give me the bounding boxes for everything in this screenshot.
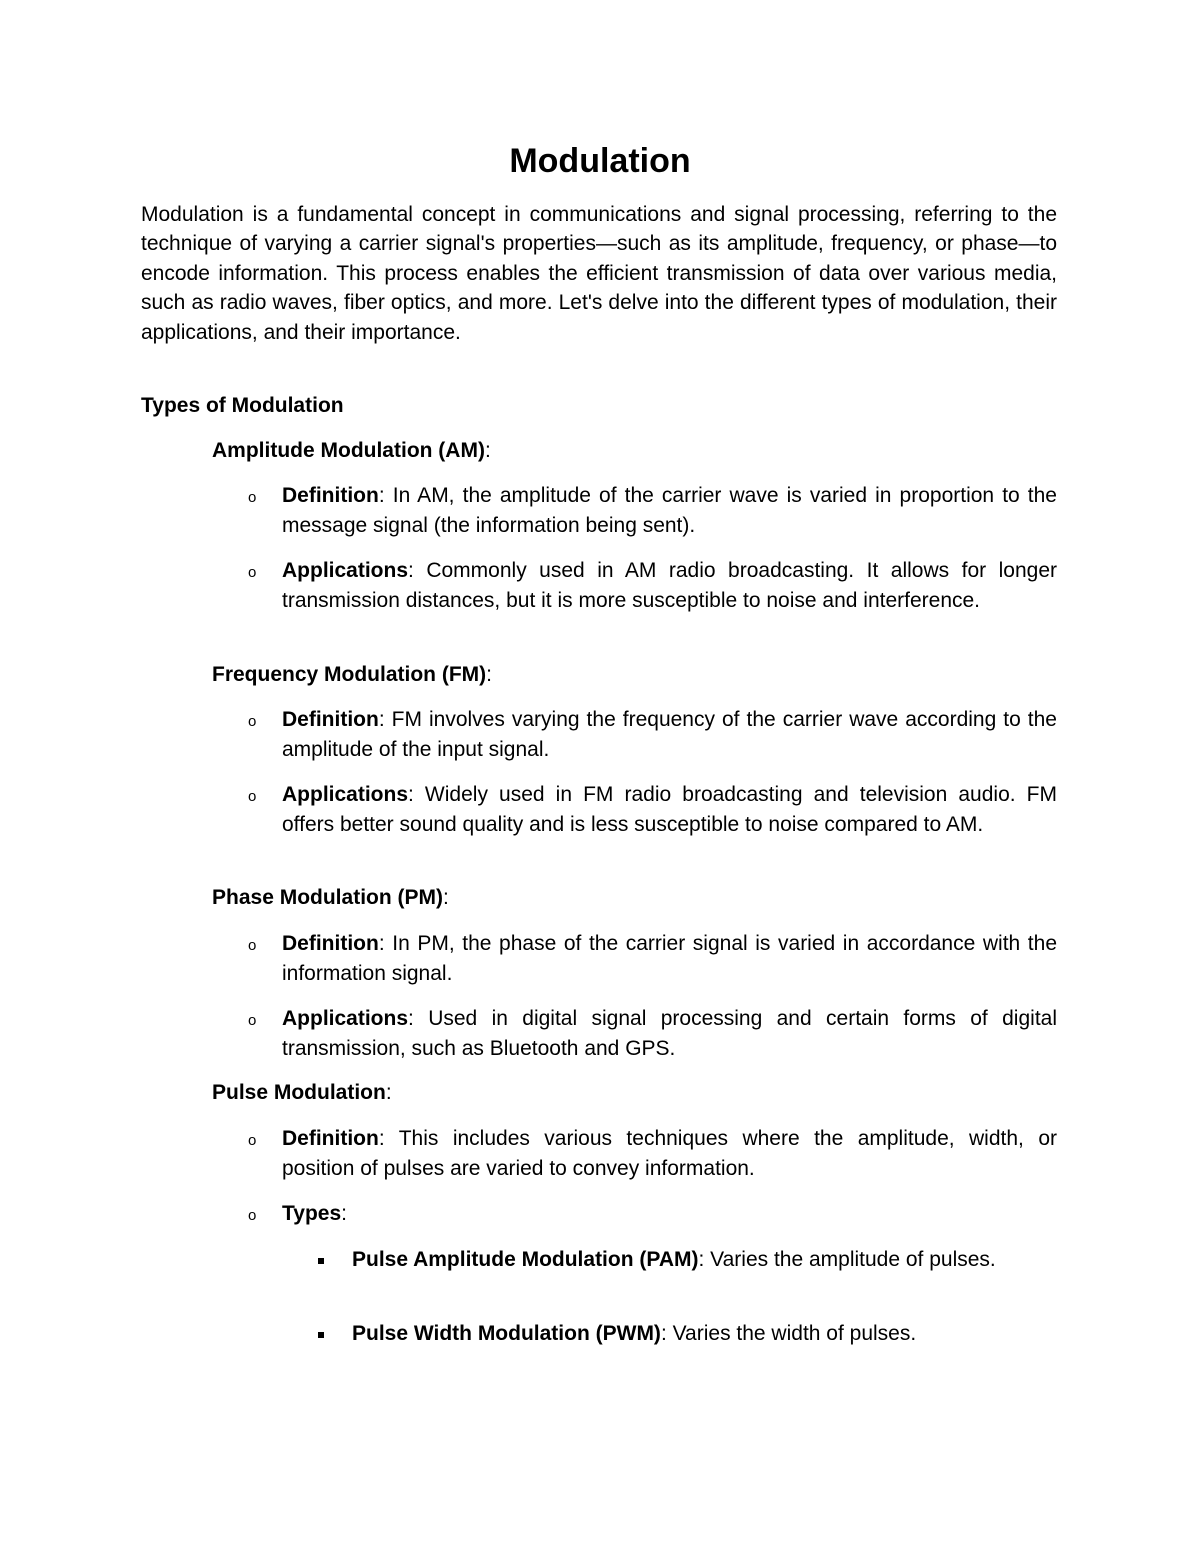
heading-am [212,437,491,465]
pm-applications-label: Applications [282,1007,409,1030]
pm-definition-label: Definition [282,932,379,955]
pwm-text: : Varies the width of pulses. [660,1322,917,1345]
fm-definition-text: : FM involves varying the frequency of the carrier wave according to the amplitude of the input signal. [282,708,1057,761]
square-bullet-icon [318,1258,324,1264]
heading-pm-colon: : [443,886,449,909]
bullet-icon: o [248,1012,257,1029]
section-heading-types: Types of Modulation [141,394,344,417]
heading-am-colon: : [484,439,491,462]
fm-applications-item [282,780,1057,840]
document-title: Modulation [509,142,691,180]
bullet-icon: o [248,564,257,581]
heading-fm-colon: : [486,663,492,686]
heading-fm-label: Frequency Modulation (FM) [212,663,487,686]
fm-definition-label: Definition [282,708,379,731]
heading-pulse-label: Pulse Modulation [212,1081,386,1104]
am-definition-label: Definition [282,484,379,507]
bullet-icon: o [248,489,257,506]
pulse-definition-label: Definition [282,1127,379,1150]
am-applications-label: Applications [282,559,409,582]
bullet-icon: o [248,1207,257,1224]
pam-item [352,1245,1058,1275]
pam-text: : Varies the amplitude of pulses. [698,1248,996,1271]
square-bullet-icon [318,1332,324,1338]
pm-applications-item [282,1004,1057,1064]
pulse-definition-text: : This includes various techniques where the amplitude, width, or position of pulses are varied to convey information. [282,1127,1057,1180]
heading-fm [212,661,492,689]
pwm-item [352,1319,1058,1349]
pwm-label: Pulse Width Modulation (PWM) [352,1322,661,1345]
pm-definition-text: : In PM, the phase of the carrier signal is varied in accordance with the information signal. [282,932,1057,985]
pam-label: Pulse Amplitude Modulation (PAM) [352,1248,699,1271]
heading-pm [212,884,449,912]
fm-applications-text: : Widely used in FM radio broadcasting and television audio. FM offers better sound quality and is less susceptible to noise compared to AM. [282,783,1057,836]
am-definition-text: : In AM, the amplitude of the carrier wave is varied in proportion to the message signal (the information being sent). [282,484,1057,537]
bullet-icon: o [248,1132,257,1149]
pulse-types-colon: : [341,1202,347,1225]
am-definition-item [282,481,1057,541]
pulse-types-label: Types [282,1202,342,1225]
am-applications-item [282,556,1057,616]
heading-pm-label: Phase Modulation (PM) [212,886,443,909]
pulse-definition-item [282,1124,1057,1184]
heading-am-label: Amplitude Modulation (AM) [212,439,485,462]
pulse-types-item [282,1199,1057,1229]
heading-pulse [212,1079,392,1107]
bullet-icon: o [248,937,257,954]
bullet-icon: o [248,788,257,805]
heading-pulse-colon: : [385,1081,392,1104]
bullet-icon: o [248,713,257,730]
intro-paragraph: Modulation is a fundamental concept in communications and signal processing, referring to the technique of varying a carrier signal's properties—such as its amplitude, frequency, or phase—to encode information. This process enables the efficient transmission of data over various media, such as radio waves, fiber optics, and more. Let's delve into the different types of modulation, their applications, and their importance. [141,203,1057,344]
pm-applications-text: : Used in digital signal processing and certain forms of digital transmission, such as Bluetooth and GPS. [282,1007,1057,1060]
am-applications-text: : Commonly used in AM radio broadcasting. It allows for longer transmission distances, but it is more susceptible to noise and interference. [282,559,1057,612]
fm-definition-item [282,705,1057,765]
fm-applications-label: Applications [282,783,409,806]
pm-definition-item [282,929,1057,989]
